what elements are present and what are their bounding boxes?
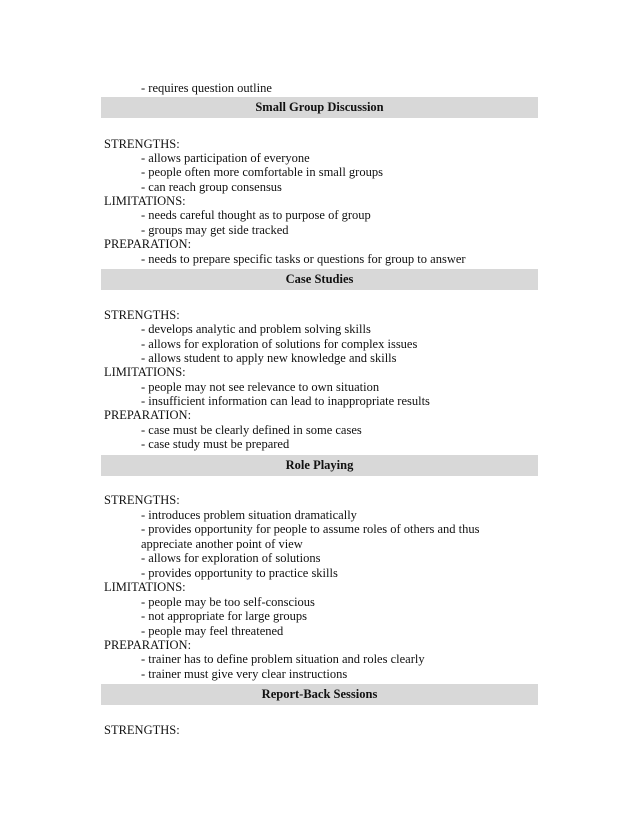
list-item: - people may feel threatened: [141, 624, 284, 638]
limitations-label: LIMITATIONS:: [104, 194, 186, 208]
list-item: - insufficient information can lead to inappropriate results: [141, 394, 430, 408]
section-header-role-playing: Role Playing: [101, 455, 538, 476]
limitations-label: LIMITATIONS:: [104, 365, 186, 379]
list-item: - trainer has to define problem situation and roles clearly: [141, 652, 425, 666]
strengths-label: STRENGTHS:: [104, 137, 180, 151]
list-item: - case must be clearly defined in some cases: [141, 423, 362, 437]
list-item: - can reach group consensus: [141, 180, 282, 194]
list-item: - requires question outline: [141, 81, 272, 95]
section-header-small-group-discussion: Small Group Discussion: [101, 97, 538, 118]
list-item: - develops analytic and problem solving skills: [141, 322, 371, 336]
list-item: - trainer must give very clear instructions: [141, 667, 348, 681]
list-item: - provides opportunity for people to assume roles of others and thus: [141, 522, 480, 536]
list-item: - people may be too self-conscious: [141, 595, 315, 609]
list-item: - people may not see relevance to own situation: [141, 380, 380, 394]
list-item: - allows for exploration of solutions: [141, 551, 321, 565]
list-item: appreciate another point of view: [141, 537, 303, 551]
list-item: - needs to prepare specific tasks or questions for group to answer: [141, 252, 466, 266]
list-item: - provides opportunity to practice skills: [141, 566, 338, 580]
list-item: - introduces problem situation dramatically: [141, 508, 357, 522]
section-header-report-back-sessions: Report-Back Sessions: [101, 684, 538, 705]
strengths-label: STRENGTHS:: [104, 308, 180, 322]
preparation-label: PREPARATION:: [104, 237, 192, 251]
list-item: - case study must be prepared: [141, 437, 290, 451]
list-item: - not appropriate for large groups: [141, 609, 308, 623]
preparation-label: PREPARATION:: [104, 638, 192, 652]
preparation-label: PREPARATION:: [104, 408, 192, 422]
limitations-label: LIMITATIONS:: [104, 580, 186, 594]
list-item: - groups may get side tracked: [141, 223, 289, 237]
section-header-case-studies: Case Studies: [101, 269, 538, 290]
strengths-label: STRENGTHS:: [104, 493, 180, 507]
list-item: - allows participation of everyone: [141, 151, 310, 165]
list-item: - allows student to apply new knowledge and skills: [141, 351, 397, 365]
list-item: - needs careful thought as to purpose of group: [141, 208, 371, 222]
list-item: - allows for exploration of solutions for complex issues: [141, 337, 418, 351]
list-item: - people often more comfortable in small groups: [141, 165, 383, 179]
strengths-label: STRENGTHS:: [104, 723, 180, 737]
